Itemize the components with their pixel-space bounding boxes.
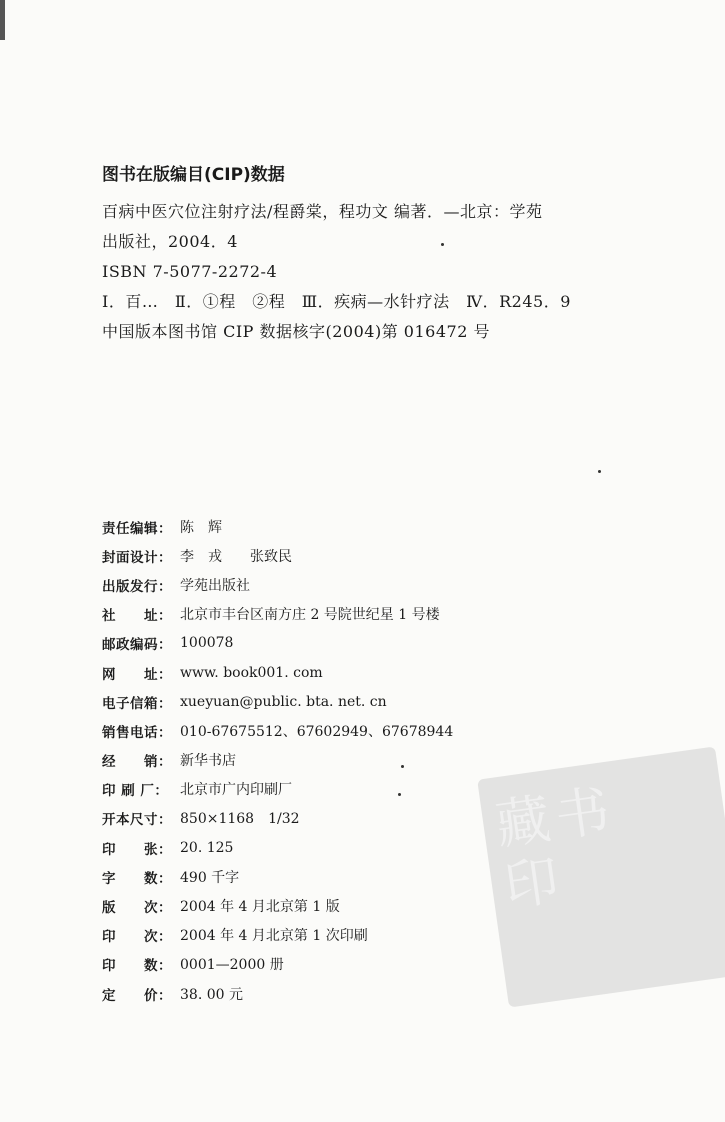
- info-value: 学苑出版社: [180, 577, 250, 594]
- info-value: 2004 年 4 月北京第 1 次印刷: [180, 928, 368, 945]
- info-row: [102, 629, 662, 658]
- info-label: 社 址：: [102, 608, 172, 625]
- info-value: 陈 辉: [180, 519, 222, 536]
- info-label: 开本尺寸：: [102, 812, 172, 829]
- scan-speck: [598, 470, 601, 473]
- cip-line: 出版社，2004．4: [102, 232, 238, 251]
- seal-glyph: 印: [500, 847, 569, 919]
- cip-line: Ⅰ．百… Ⅱ．①程 ②程 Ⅲ．疾病—水针疗法 Ⅳ．R245．9: [102, 292, 571, 311]
- seal-glyphs: [492, 766, 725, 993]
- cip-line: 百病中医穴位注射疗法/程爵棠，程功文 编著．—北京：学苑: [102, 202, 543, 221]
- info-value: 北京市广内印刷厂: [180, 782, 292, 799]
- info-label: 经 销：: [102, 754, 172, 771]
- info-label: 电子信箱：: [102, 695, 172, 712]
- seal-glyph: 藏: [491, 786, 561, 857]
- info-label: 印 数：: [102, 958, 172, 975]
- info-label: 版 次：: [102, 900, 172, 917]
- info-value: 38. 00 元: [180, 986, 243, 1003]
- info-value: 100078: [180, 635, 234, 652]
- scan-speck: [401, 765, 404, 768]
- info-row: [102, 600, 662, 629]
- info-value: 0001—2000 册: [180, 957, 284, 974]
- info-row: [102, 570, 662, 599]
- info-label: 封面设计：: [102, 549, 172, 566]
- info-label: 邮政编码：: [102, 637, 172, 654]
- info-value: 2004 年 4 月北京第 1 版: [180, 899, 340, 916]
- info-label: 定 价：: [102, 987, 172, 1004]
- info-label: 印 张：: [102, 841, 172, 858]
- info-label: 印 刷 厂：: [102, 783, 169, 800]
- info-value: 新华书店: [180, 753, 236, 770]
- info-row: [102, 541, 662, 570]
- info-value: 850×1168 1/32: [180, 811, 300, 828]
- page-edge-mark: [0, 0, 5, 40]
- scan-speck: [398, 793, 401, 796]
- info-row: [102, 687, 662, 716]
- info-value: 北京市丰台区南方庄 2 号院世纪星 1 号楼: [180, 607, 440, 624]
- info-label: 网 址：: [102, 666, 172, 683]
- cip-title: 图书在版编目(CIP)数据: [102, 165, 285, 185]
- info-row: [102, 512, 662, 541]
- scan-speck: [441, 243, 444, 246]
- info-label: 印 次：: [102, 929, 172, 946]
- seal-glyph: 书: [551, 777, 620, 849]
- info-value: www. book001. com: [180, 664, 323, 681]
- cip-line: ISBN 7-5077-2272-4: [102, 262, 278, 281]
- info-value: 20. 125: [180, 839, 234, 856]
- info-value: 010-67675512、67602949、67678944: [180, 723, 454, 740]
- cip-line: 中国版本图书馆 CIP 数据核字(2004)第 016472 号: [102, 322, 490, 341]
- info-value: 李 戎 张致民: [180, 548, 292, 565]
- info-label: 责任编辑：: [102, 520, 172, 537]
- info-value: xueyuan@public. bta. net. cn: [180, 693, 387, 710]
- info-label: 字 数：: [102, 870, 172, 887]
- info-label: 出版发行：: [102, 578, 172, 595]
- cip-block: [102, 160, 682, 347]
- info-row: [102, 716, 662, 745]
- info-row: [102, 658, 662, 687]
- info-value: 490 千字: [180, 869, 240, 886]
- info-label: 销售电话：: [102, 724, 172, 741]
